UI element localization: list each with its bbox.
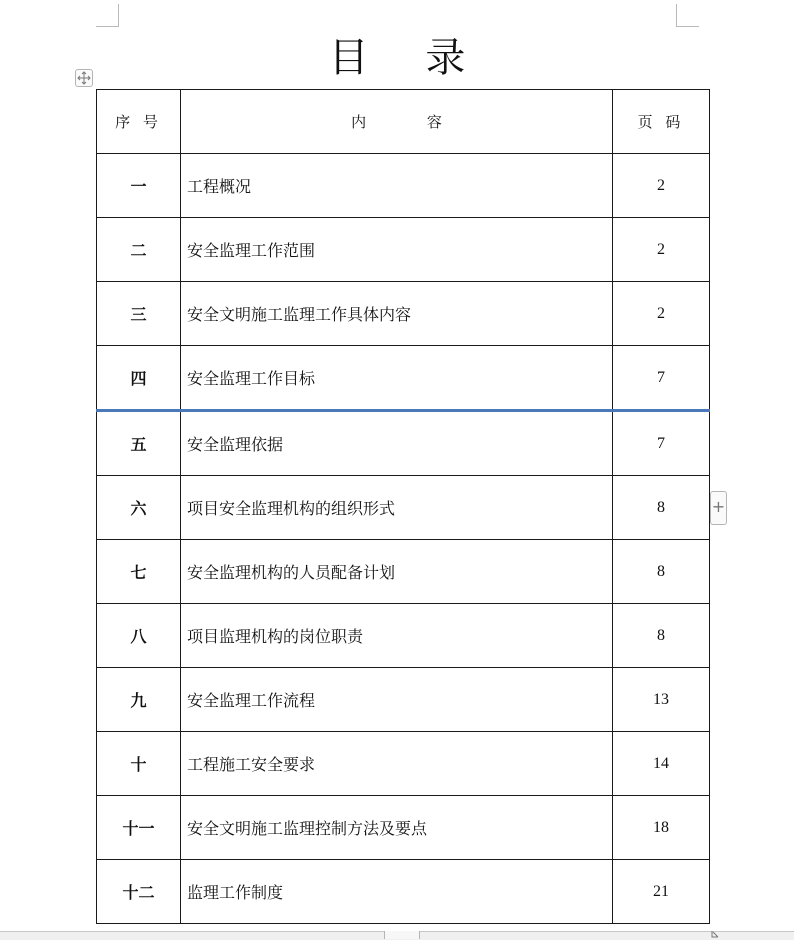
row-number[interactable]: 二 <box>97 218 181 282</box>
table-row <box>97 154 710 218</box>
table-row <box>97 218 710 282</box>
toc-table[interactable] <box>96 89 710 924</box>
row-number[interactable]: 四 <box>97 346 181 411</box>
row-page[interactable]: 2 <box>613 154 710 218</box>
row-content[interactable]: 项目监理机构的岗位职责 <box>181 604 613 668</box>
table-row <box>97 860 710 924</box>
row-content[interactable]: 安全监理工作流程 <box>181 668 613 732</box>
header-content[interactable] <box>181 90 613 154</box>
document-title: 目 录 <box>328 35 488 81</box>
row-number[interactable]: 十 <box>97 732 181 796</box>
table-row <box>97 668 710 732</box>
row-number[interactable]: 八 <box>97 604 181 668</box>
row-content[interactable]: 安全监理工作目标 <box>181 346 613 411</box>
row-content[interactable]: 安全文明施工监理工作具体内容 <box>181 282 613 346</box>
page-corner-mark-left <box>96 4 119 27</box>
table-row <box>97 476 710 540</box>
row-content[interactable]: 安全监理依据 <box>181 411 613 476</box>
row-content[interactable]: 安全监理工作范围 <box>181 218 613 282</box>
table-row <box>97 346 710 411</box>
row-page[interactable]: 7 <box>613 411 710 476</box>
row-number[interactable]: 七 <box>97 540 181 604</box>
add-row-button[interactable] <box>384 931 420 939</box>
header-number[interactable] <box>97 90 181 154</box>
table-row <box>97 282 710 346</box>
row-content[interactable]: 安全监理机构的人员配备计划 <box>181 540 613 604</box>
row-content[interactable]: 项目安全监理机构的组织形式 <box>181 476 613 540</box>
table-row <box>97 411 710 476</box>
row-content[interactable]: 安全文明施工监理控制方法及要点 <box>181 796 613 860</box>
row-number[interactable]: 九 <box>97 668 181 732</box>
row-number[interactable]: 三 <box>97 282 181 346</box>
row-number[interactable]: 一 <box>97 154 181 218</box>
row-page[interactable]: 21 <box>613 860 710 924</box>
row-number[interactable]: 五 <box>97 411 181 476</box>
row-number[interactable]: 十二 <box>97 860 181 924</box>
row-page[interactable]: 2 <box>613 282 710 346</box>
table-move-handle-icon[interactable] <box>75 69 93 87</box>
row-page[interactable]: 18 <box>613 796 710 860</box>
add-column-button[interactable]: + <box>710 491 727 525</box>
table-row <box>97 604 710 668</box>
row-number[interactable]: 六 <box>97 476 181 540</box>
page-corner-mark-right <box>676 4 699 27</box>
row-number[interactable]: 十一 <box>97 796 181 860</box>
row-content[interactable]: 工程施工安全要求 <box>181 732 613 796</box>
table-resize-icon[interactable] <box>711 930 721 939</box>
row-content[interactable]: 工程概况 <box>181 154 613 218</box>
row-page[interactable]: 13 <box>613 668 710 732</box>
table-header-row <box>97 90 710 154</box>
table-row <box>97 732 710 796</box>
row-page[interactable]: 7 <box>613 346 710 411</box>
row-content[interactable]: 监理工作制度 <box>181 860 613 924</box>
header-page[interactable] <box>613 90 710 154</box>
row-page[interactable]: 14 <box>613 732 710 796</box>
header-number-label: 序 号 <box>115 113 162 131</box>
row-page[interactable]: 8 <box>613 540 710 604</box>
row-page[interactable]: 2 <box>613 218 710 282</box>
row-page[interactable]: 8 <box>613 476 710 540</box>
row-page[interactable]: 8 <box>613 604 710 668</box>
header-content-label: 内 容 <box>351 113 470 131</box>
table-row <box>97 796 710 860</box>
header-page-label: 页 码 <box>637 113 685 131</box>
table-row <box>97 540 710 604</box>
